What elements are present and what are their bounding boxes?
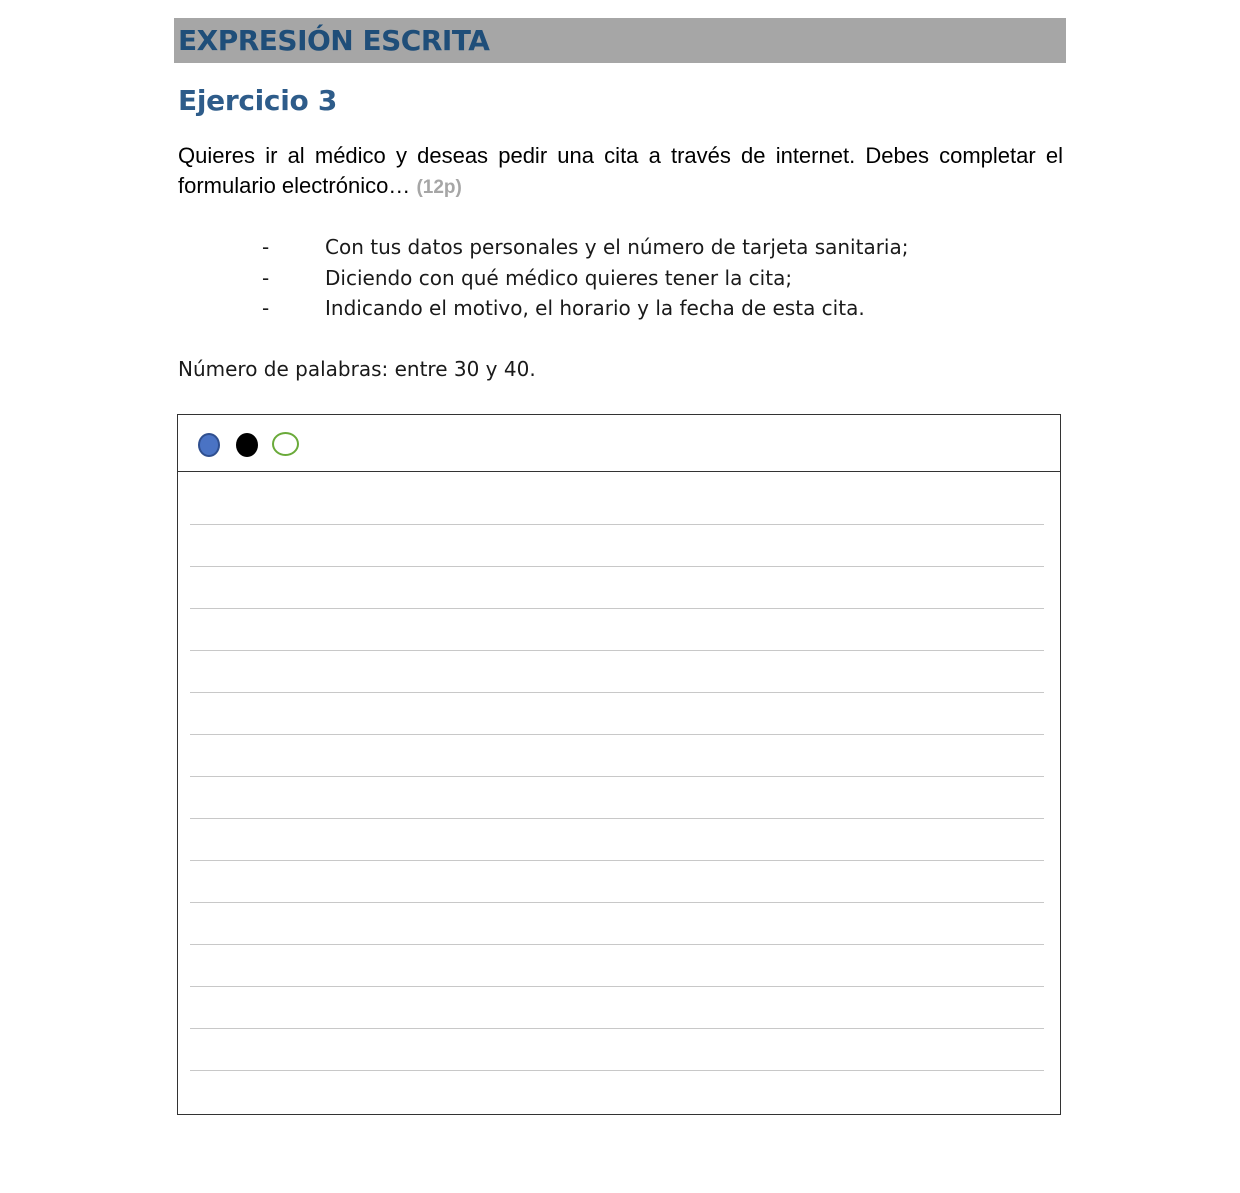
writing-line xyxy=(190,650,1044,651)
list-item-text: Con tus datos personales y el número de tarjeta sanitaria; xyxy=(325,235,909,259)
list-item xyxy=(262,232,909,263)
writing-line xyxy=(190,1028,1044,1029)
points-label: (12p) xyxy=(416,177,462,198)
exercise-instructions xyxy=(178,141,1063,203)
list-item xyxy=(262,293,909,324)
black-dot-icon xyxy=(236,433,258,457)
list-dash: - xyxy=(262,296,270,320)
section-header-bar xyxy=(174,18,1066,63)
writing-line xyxy=(190,1070,1044,1071)
writing-line xyxy=(190,776,1044,777)
list-item xyxy=(262,263,909,294)
writing-line xyxy=(190,986,1044,987)
writing-line xyxy=(190,818,1044,819)
writing-line xyxy=(190,860,1044,861)
writing-line xyxy=(190,524,1044,525)
writing-line xyxy=(190,692,1044,693)
electronic-form-window xyxy=(177,414,1061,1115)
green-ring-icon xyxy=(272,432,299,456)
form-window-header xyxy=(178,415,1060,472)
exercise-title: Ejercicio 3 xyxy=(178,84,338,117)
instructions-text: Quieres ir al médico y deseas pedir una cita a través de internet. Debes completar el formulario electrónico… xyxy=(178,143,1063,198)
blue-dot-icon xyxy=(198,433,220,457)
word-count-note: Número de palabras: entre 30 y 40. xyxy=(178,357,536,381)
writing-line xyxy=(190,944,1044,945)
list-dash: - xyxy=(262,235,270,259)
section-title: EXPRESIÓN ESCRITA xyxy=(178,24,490,57)
list-item-text: Indicando el motivo, el horario y la fecha de esta cita. xyxy=(325,296,865,320)
writing-line xyxy=(190,608,1044,609)
requirements-list xyxy=(262,232,909,324)
list-dash: - xyxy=(262,265,270,290)
list-item-text: Diciendo con qué médico quieres tener la cita; xyxy=(325,265,793,290)
writing-line xyxy=(190,734,1044,735)
writing-line xyxy=(190,902,1044,903)
writing-line xyxy=(190,566,1044,567)
